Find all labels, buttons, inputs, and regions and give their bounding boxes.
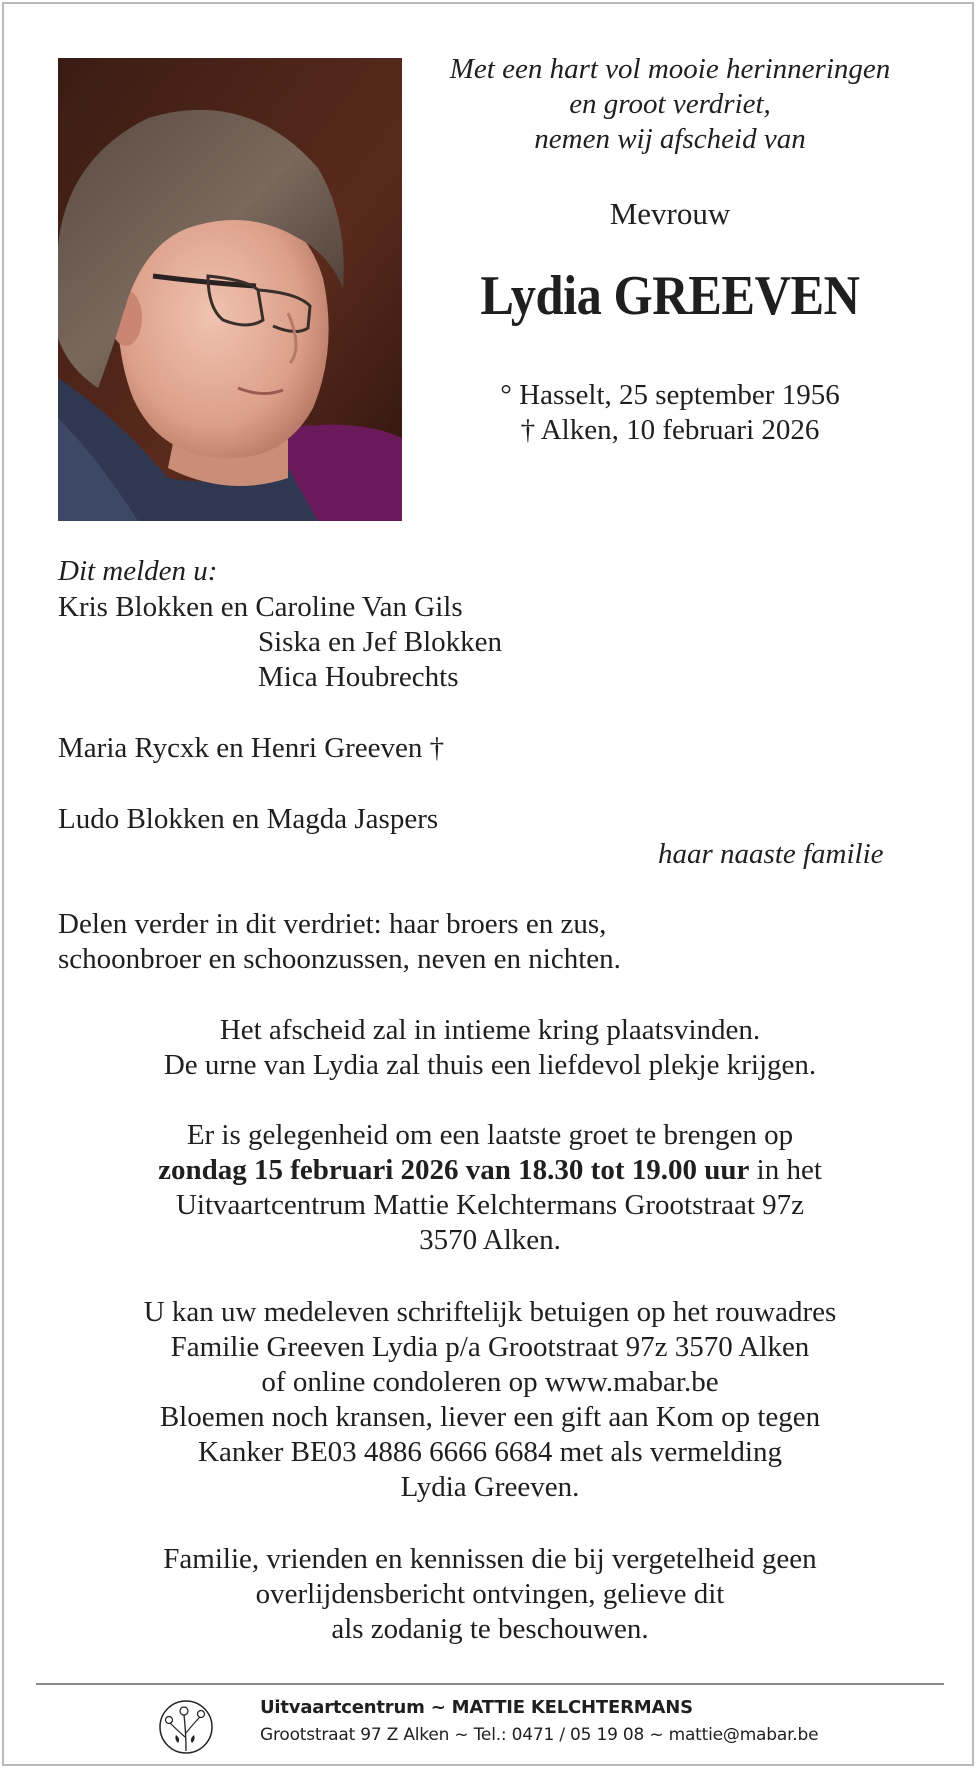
intro-line: en groot verdriet, [569,88,771,120]
family-closing: haar naaste familie [658,838,884,870]
condolence-line: Bloemen noch kransen, liever een gift aan Kom op tegen [159,1401,821,1433]
visitation-line-rest: in het [749,1154,822,1186]
visitation-line: Er is gelegenheid om een laatste groet te brengen op [186,1119,794,1151]
family-heading: Dit melden u: [58,555,218,587]
condolence-line: U kan uw medeleven schriftelijk betuigen op het rouwadres [143,1296,837,1328]
salutation: Mevrouw [609,196,731,231]
visitation-line-2 [40,1153,940,1188]
death-line: † Alken, 10 februari 2026 [520,414,820,446]
family-line: Ludo Blokken en Magda Jaspers [58,803,439,835]
condolence-line: Familie Greeven Lydia p/a Grootstraat 97z 3570 Alken [170,1331,810,1363]
condolence-line: Kanker BE03 4886 6666 6684 met als vermelding [198,1436,782,1468]
visitation-line: 3570 Alken. [419,1224,561,1256]
visitation-paragraph [40,1118,940,1258]
notice-line: overlijdensbericht ontvingen, gelieve dit [255,1578,725,1610]
farewell-paragraph [40,1013,940,1083]
condolence-line: of online condoleren op www.mabar.be [261,1366,719,1398]
birth-line: ° Hasselt, 25 september 1956 [500,379,840,411]
deceased-name: Lydia GREEVEN [480,265,860,327]
visitation-line: Uitvaartcentrum Mattie Kelchtermans Grootstraat 97z [175,1189,805,1221]
notice-line: Familie, vrienden en kennissen die bij vergetelheid geen [163,1543,817,1575]
funeral-home-contact: Grootstraat 97 Z Alken ~ Tel.: 0471 / 05 19 08 ~ mattie@mabar.be [260,1725,819,1745]
intro-line: nemen wij afscheid van [534,123,806,155]
family-line: Kris Blokken en Caroline Van Gils [58,591,463,623]
intro-line: Met een hart vol mooie herinneringen [449,53,891,85]
share-line: Delen verder in dit verdriet: haar broers en zus, [58,908,607,940]
condolence-paragraph [40,1295,940,1505]
funeral-home-name: Uitvaartcentrum ~ MATTIE KELCHTERMANS [260,1697,693,1718]
intro-text [420,52,920,157]
visitation-date: zondag 15 februari 2026 van 18.30 tot 19.00 uur [158,1154,750,1186]
notice-line: als zodanig te beschouwen. [331,1613,649,1645]
notice-paragraph [40,1542,940,1647]
farewell-line: Het afscheid zal in intieme kring plaatsvinden. [219,1014,761,1046]
family-line: Siska en Jef Blokken [258,626,503,658]
farewell-line: De urne van Lydia zal thuis een liefdevol plekje krijgen. [163,1049,817,1081]
share-line: schoonbroer en schoonzussen, neven en nichten. [58,943,621,975]
portrait-photo [58,58,402,521]
flower-logo-icon [156,1693,220,1757]
condolence-line: Lydia Greeven. [400,1471,580,1503]
family-line: Maria Rycxk en Henri Greeven † [58,732,445,764]
family-line: Mica Houbrechts [258,661,459,693]
footer-divider [36,1683,944,1685]
life-dates [420,378,920,448]
